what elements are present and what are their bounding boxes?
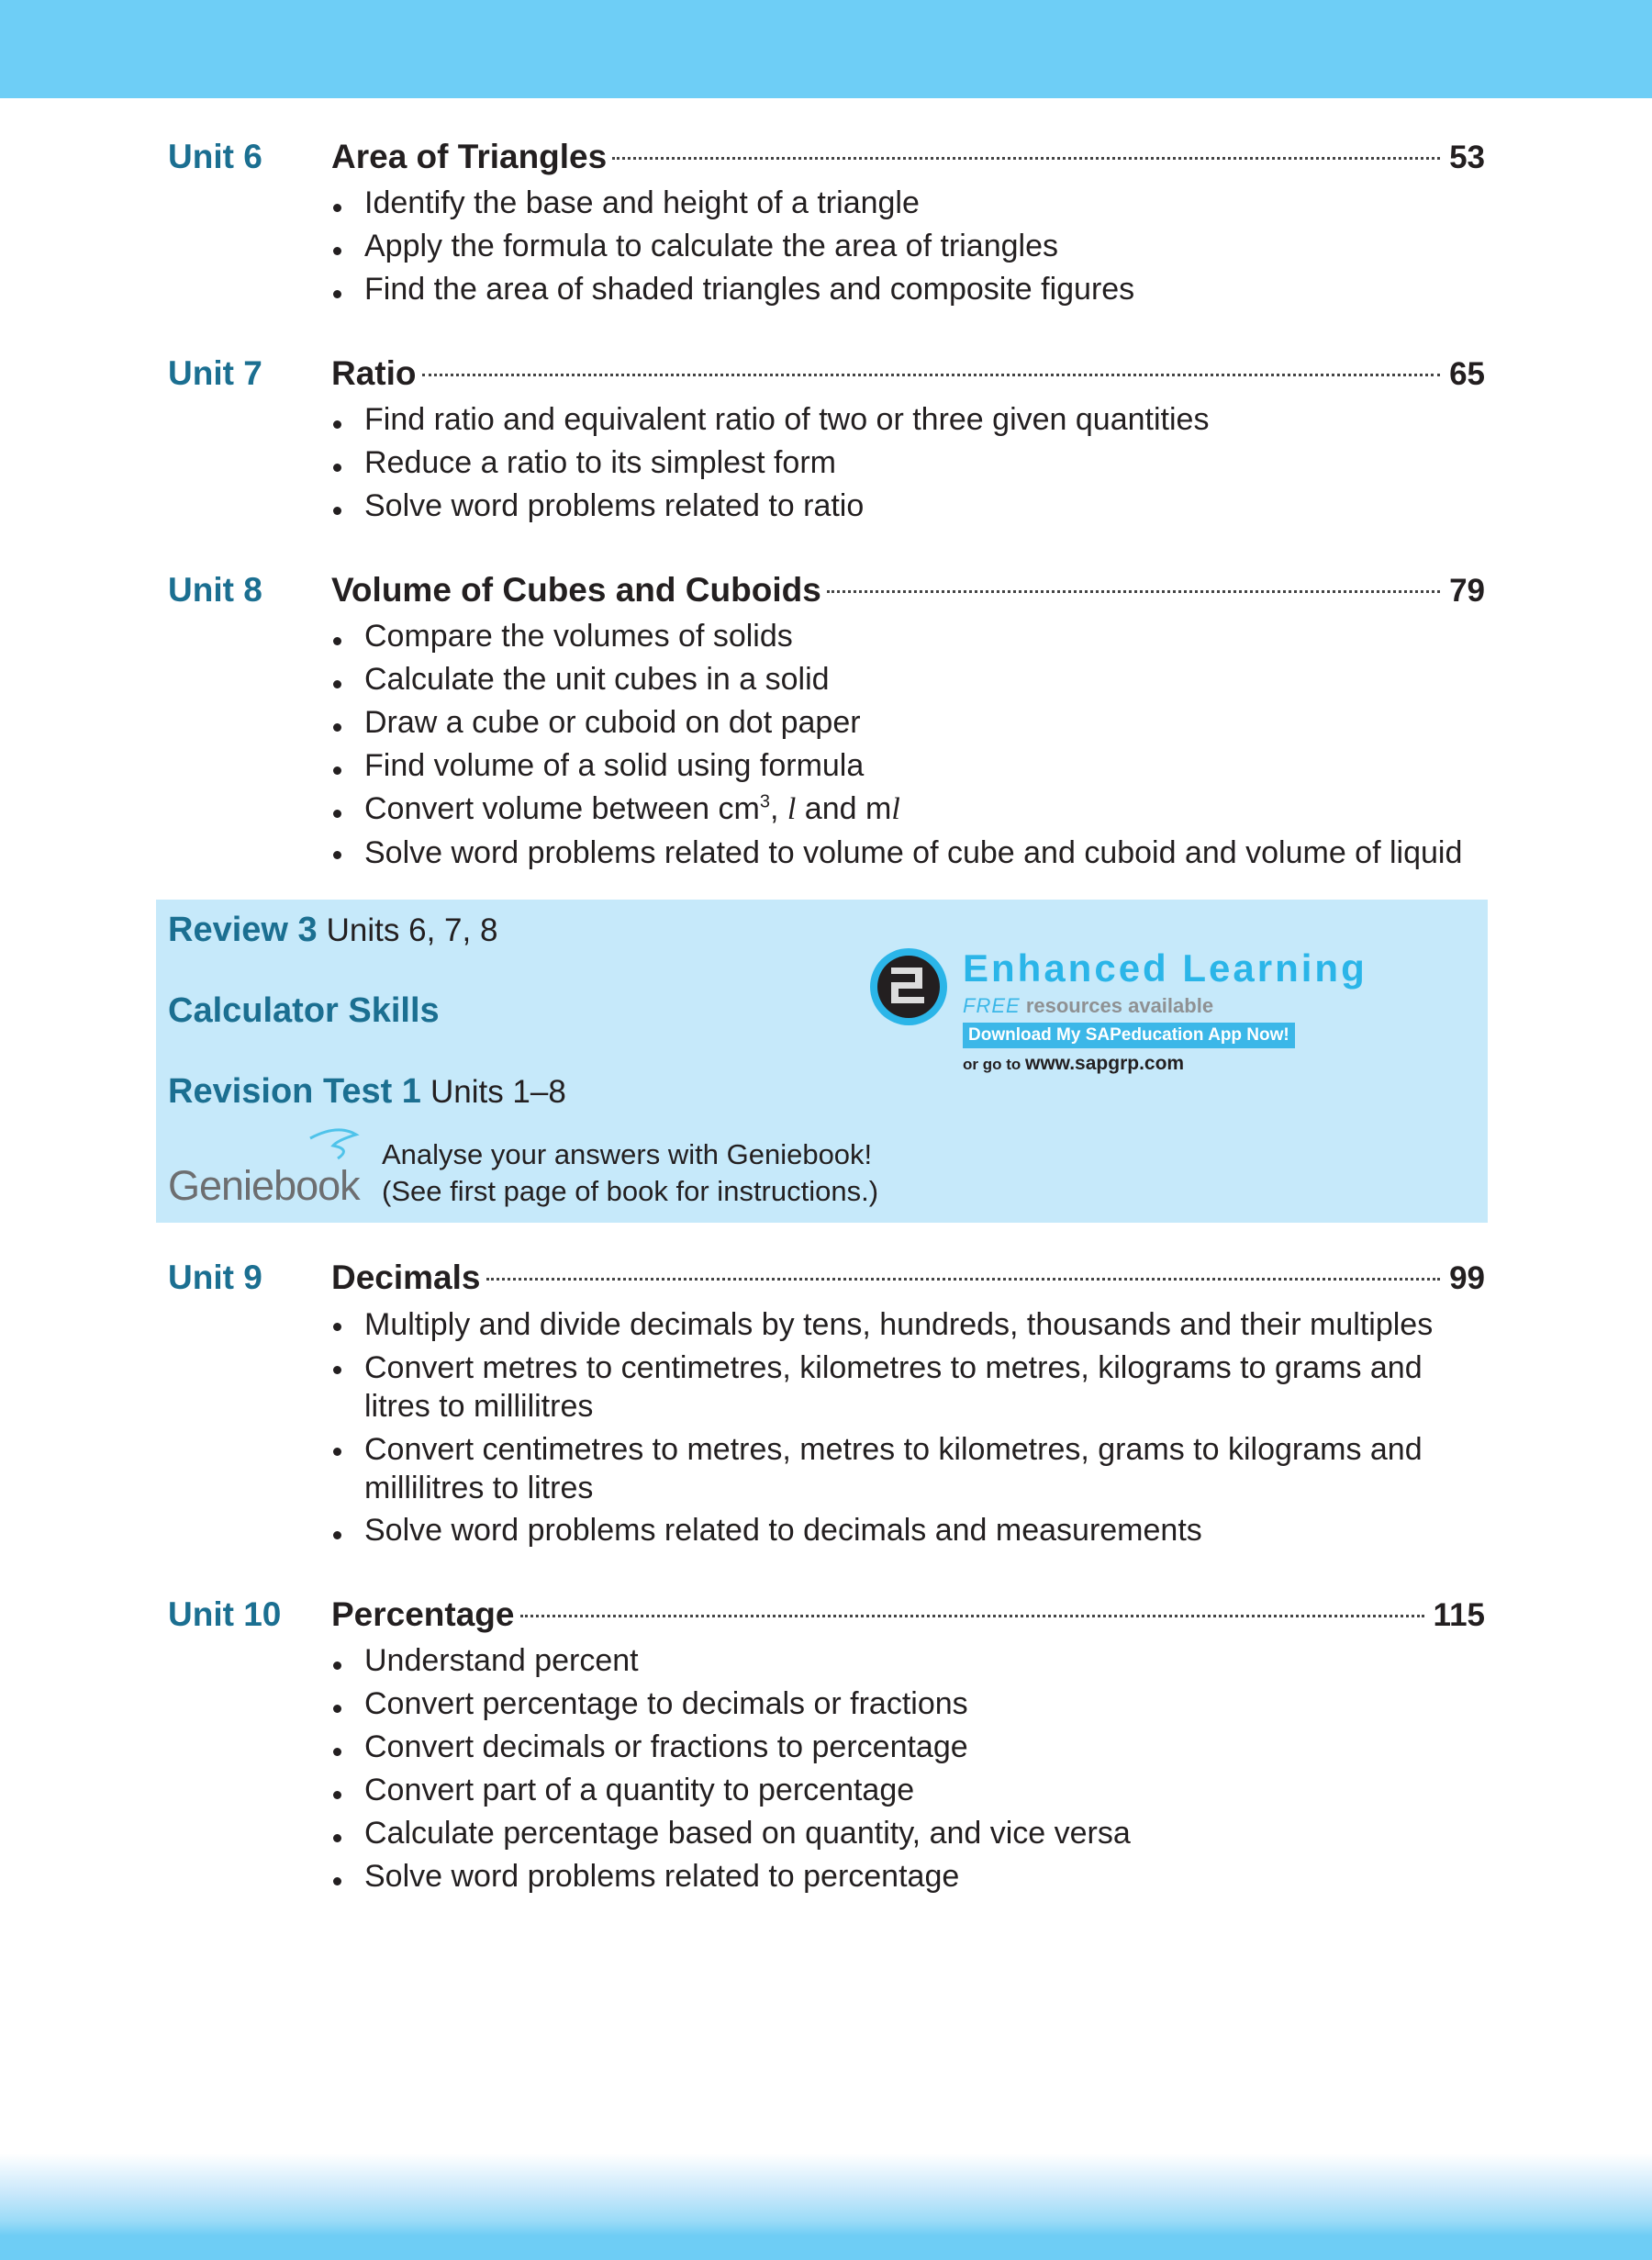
geniebook-logo: Geniebook [168,1162,360,1209]
text-part: Convert volume between cm [364,791,760,826]
objectives-list [168,1303,1485,1552]
goto-label: or go to [963,1056,1021,1073]
unit-title: Ratio [331,354,417,392]
list-item: Solve word problems related to decimals and measurements [331,1509,1466,1552]
list-item: Reduce a ratio to its simplest form [331,442,1466,485]
text-part: l [891,792,900,826]
unit-6 [168,133,1485,311]
unit-label: Unit 10 [168,1595,282,1633]
list-item: Solve word problems related to ratio [331,485,1466,528]
list-item: Compare the volumes of solids [331,615,1466,658]
unit-label: Unit 6 [168,138,262,175]
free-resources [963,993,1213,1019]
enhanced-learning-title: Enhanced Learning [963,946,1367,990]
list-item: Apply the formula to calculate the area of triangles [331,225,1466,268]
unit-heading[interactable] [168,1254,1485,1303]
revision-test-units: Units 1–8 [430,1074,566,1110]
page-number: 115 [1433,1597,1485,1633]
page-number: 99 [1449,1260,1485,1296]
list-item [331,788,1466,831]
unit-title: Volume of Cubes and Cuboids [331,571,821,609]
text-part: l [787,792,797,826]
enhanced-learning-logo-icon [867,945,950,1028]
list-item: Solve word problems related to percentage [331,1855,1466,1898]
objectives-list [168,1639,1485,1898]
calculator-skills-label: Calculator Skills [168,991,440,1030]
free-label: FREE [963,994,1021,1017]
objectives-list [168,182,1485,311]
bottom-banner [0,2139,1652,2260]
enhanced-learning-badge [867,945,1367,1077]
list-item: Calculate percentage based on quantity, and vice versa [331,1812,1466,1855]
list-item: Find ratio and equivalent ratio of two or three given quantities [331,398,1466,442]
list-item: Convert metres to centimetres, kilometres to metres, kilograms to grams and litres to millilitres [331,1346,1466,1427]
list-item: Convert percentage to decimals or fractions [331,1683,1466,1726]
unit-title: Percentage [331,1595,515,1633]
geniebook-text [382,1136,878,1210]
list-item: Convert part of a quantity to percentage [331,1769,1466,1812]
page-number: 65 [1449,356,1485,392]
list-item: Draw a cube or cuboid on dot paper [331,701,1466,744]
unit-7 [168,350,1485,528]
page-number: 53 [1449,140,1485,175]
dotted-leader [486,1278,1441,1281]
objectives-list [168,615,1485,874]
geniebook-line-2: (See first page of book for instructions.) [382,1175,879,1207]
unit-8 [168,566,1485,874]
table-of-contents [0,133,1652,1898]
unit-title: Area of Triangles [331,138,608,175]
download-app-banner[interactable]: Download My SAPeducation App Now! [963,1023,1295,1048]
unit-heading[interactable] [168,1591,1485,1639]
text-part: and m [796,791,892,826]
unit-heading[interactable] [168,133,1485,182]
unit-title: Decimals [331,1259,481,1296]
geniebook-brand [168,1125,365,1210]
dotted-leader [827,590,1440,593]
unit-label: Unit 7 [168,354,262,392]
list-item: Solve word problems related to volume of cube and cuboid and volume of liquid [331,831,1466,874]
list-item: Convert centimetres to metres, metres to kilometres, grams to kilograms and millilitres to litres [331,1427,1466,1509]
page-number: 79 [1449,573,1485,609]
resources-label: resources available [1025,994,1214,1017]
review-section [156,900,1488,1223]
unit-heading[interactable] [168,566,1485,615]
unit-9 [168,1254,1485,1552]
unit-label: Unit 9 [168,1259,262,1296]
list-item: Calculate the unit cubes in a solid [331,658,1466,701]
dotted-leader [422,374,1441,376]
review-3-label: Review 3 [168,911,318,949]
text-part: 3 [759,791,770,812]
objectives-list [168,398,1485,528]
top-banner [0,0,1652,98]
dotted-leader [520,1615,1424,1617]
unit-heading[interactable] [168,350,1485,398]
website-url[interactable]: www.sapgrp.com [1025,1053,1185,1074]
unit-10 [168,1591,1485,1898]
list-item: Identify the base and height of a triangle [331,182,1466,225]
list-item: Multiply and divide decimals by tens, hundreds, thousands and their multiples [331,1303,1466,1346]
revision-test-label: Revision Test 1 [168,1072,421,1111]
geniebook-note [168,1125,1476,1210]
enhanced-learning-text [963,945,1367,1077]
dotted-leader [612,157,1440,160]
list-item: Find volume of a solid using formula [331,744,1466,788]
unit-label: Unit 8 [168,571,262,609]
geniebook-swoosh-icon [301,1125,365,1162]
list-item: Convert decimals or fractions to percentage [331,1726,1466,1769]
website-link[interactable] [963,1052,1184,1077]
text-part: , [770,791,787,826]
list-item: Find the area of shaded triangles and composite figures [331,268,1466,311]
list-item: Understand percent [331,1639,1466,1683]
review-3-units: Units 6, 7, 8 [326,912,498,948]
geniebook-line-1: Analyse your answers with Geniebook! [382,1138,873,1170]
